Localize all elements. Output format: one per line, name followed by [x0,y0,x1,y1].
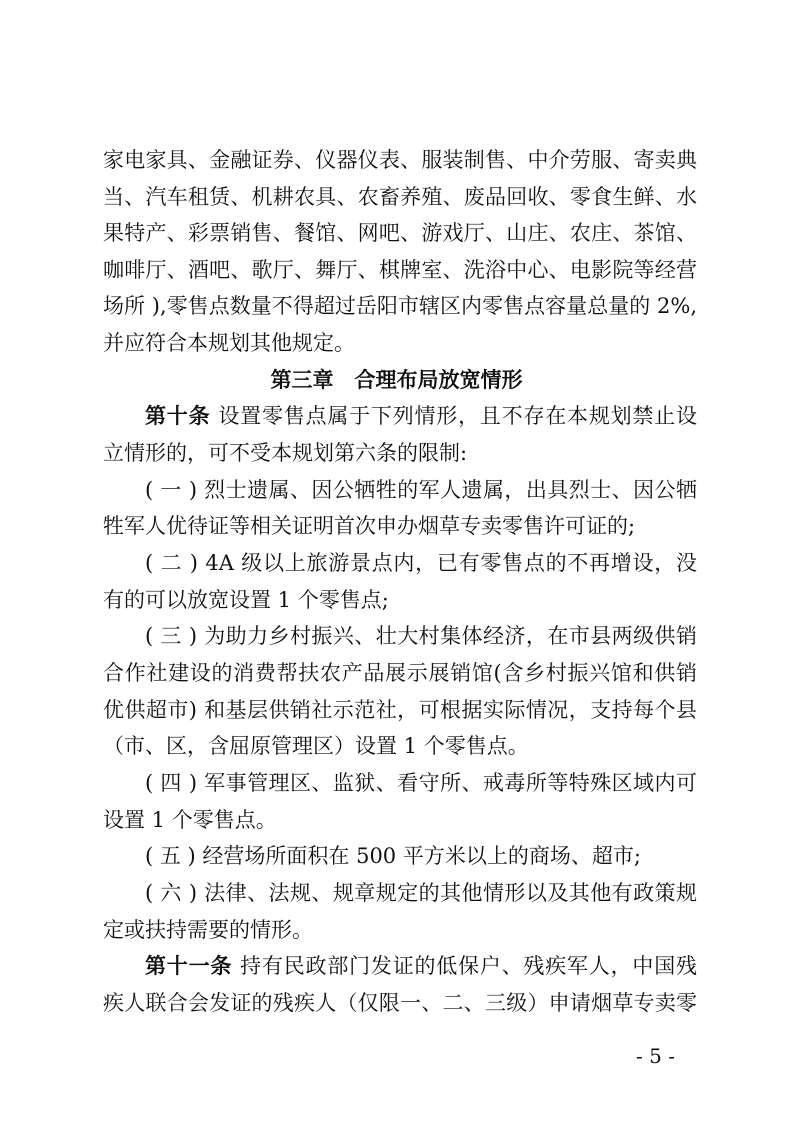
line-text: 场所 ),零售点数量不得超过岳阳市辖区内零售点容量总量的 2%, [103,294,697,318]
line-text: 立情形的，可不受本规划第六条的限制: [103,441,468,465]
line-text: ( 三 ) 为助力乡村振兴、壮大村集体经济，在市县两级供销 [145,624,697,648]
line-text: 并应符合本规划其他规定。 [103,331,355,355]
line-text: ( 五 ) 经营场所面积在 500 平方米以上的商场、超市; [145,844,641,868]
text-line [103,440,697,466]
line-text: 第三章 合理布局放宽情形 [270,368,523,392]
line-text: 优供超市) 和基层供销社示范社，可根据实际情况，支持每个县 [103,698,697,722]
text-line [145,770,697,796]
text-line [103,513,697,539]
text-line [103,660,697,686]
text-line [103,147,697,173]
line-text: 设置零售点属于下列情形，且不存在本规划禁止设 [218,404,697,428]
line-text: 咖啡厅、酒吧、歌厅、舞厅、棋牌室、洗浴中心、电影院等经营 [103,258,697,282]
line-text: 有的可以放宽设置 1 个零售点; [103,588,389,612]
line-text: 当、汽车租赁、机耕农具、农畜养殖、废品回收、零食生鲜、水 [103,185,697,209]
line-text: 合作社建设的消费帮扶农产品展示展销馆(含乡村振兴馆和供销 [103,661,697,685]
chapter-heading [0,367,793,393]
text-line [145,477,697,503]
article-number: 第十一条 [145,954,233,978]
text-line [145,623,697,649]
text-line [145,953,697,979]
text-line [145,880,697,906]
text-line [145,550,697,576]
line-text: ( 六 ) 法律、法规、规章规定的其他情形以及其他有政策规 [145,881,697,905]
text-line [145,843,697,869]
line-text: 定或扶持需要的情形。 [103,918,313,942]
text-line [103,184,697,210]
text-line [103,733,697,759]
text-line [103,917,697,943]
line-text: 果特产、彩票销售、餐馆、网吧、游戏厅、山庄、农庄、茶馆、 [103,221,697,245]
text-line [103,807,697,833]
text-line [103,697,697,723]
text-line [103,220,697,246]
text-line [145,403,697,429]
text-line [103,257,697,283]
line-text: ( 一 ) 烈士遗属、因公牺牲的军人遗属，出具烈士、因公牺 [145,478,697,502]
line-text: 疾人联合会发证的残疾人（仅限一、二、三级）申请烟草专卖零 [103,991,697,1015]
line-text: 设置 1 个零售点。 [103,808,277,832]
line-text: 家电家具、金融证券、仪器仪表、服装制售、中介劳服、寄卖典 [103,148,697,172]
text-line [103,293,697,319]
page-number: - 5 - [636,1044,675,1068]
line-text: 持有民政部门发证的低保户、残疾军人，中国残 [240,954,698,978]
text-line [103,587,697,613]
line-text: ( 四 ) 军事管理区、监狱、看守所、戒毒所等特殊区域内可 [145,771,697,795]
line-text: （市、区，含屈原管理区）设置 1 个零售点。 [103,734,529,758]
text-line [103,330,697,356]
line-text: 牲军人优待证等相关证明首次申办烟草专卖零售许可证的; [103,514,636,538]
line-text: ( 二 ) 4A 级以上旅游景点内，已有零售点的不再增设，没 [145,551,697,575]
text-line [103,990,697,1016]
article-number: 第十条 [145,404,211,428]
